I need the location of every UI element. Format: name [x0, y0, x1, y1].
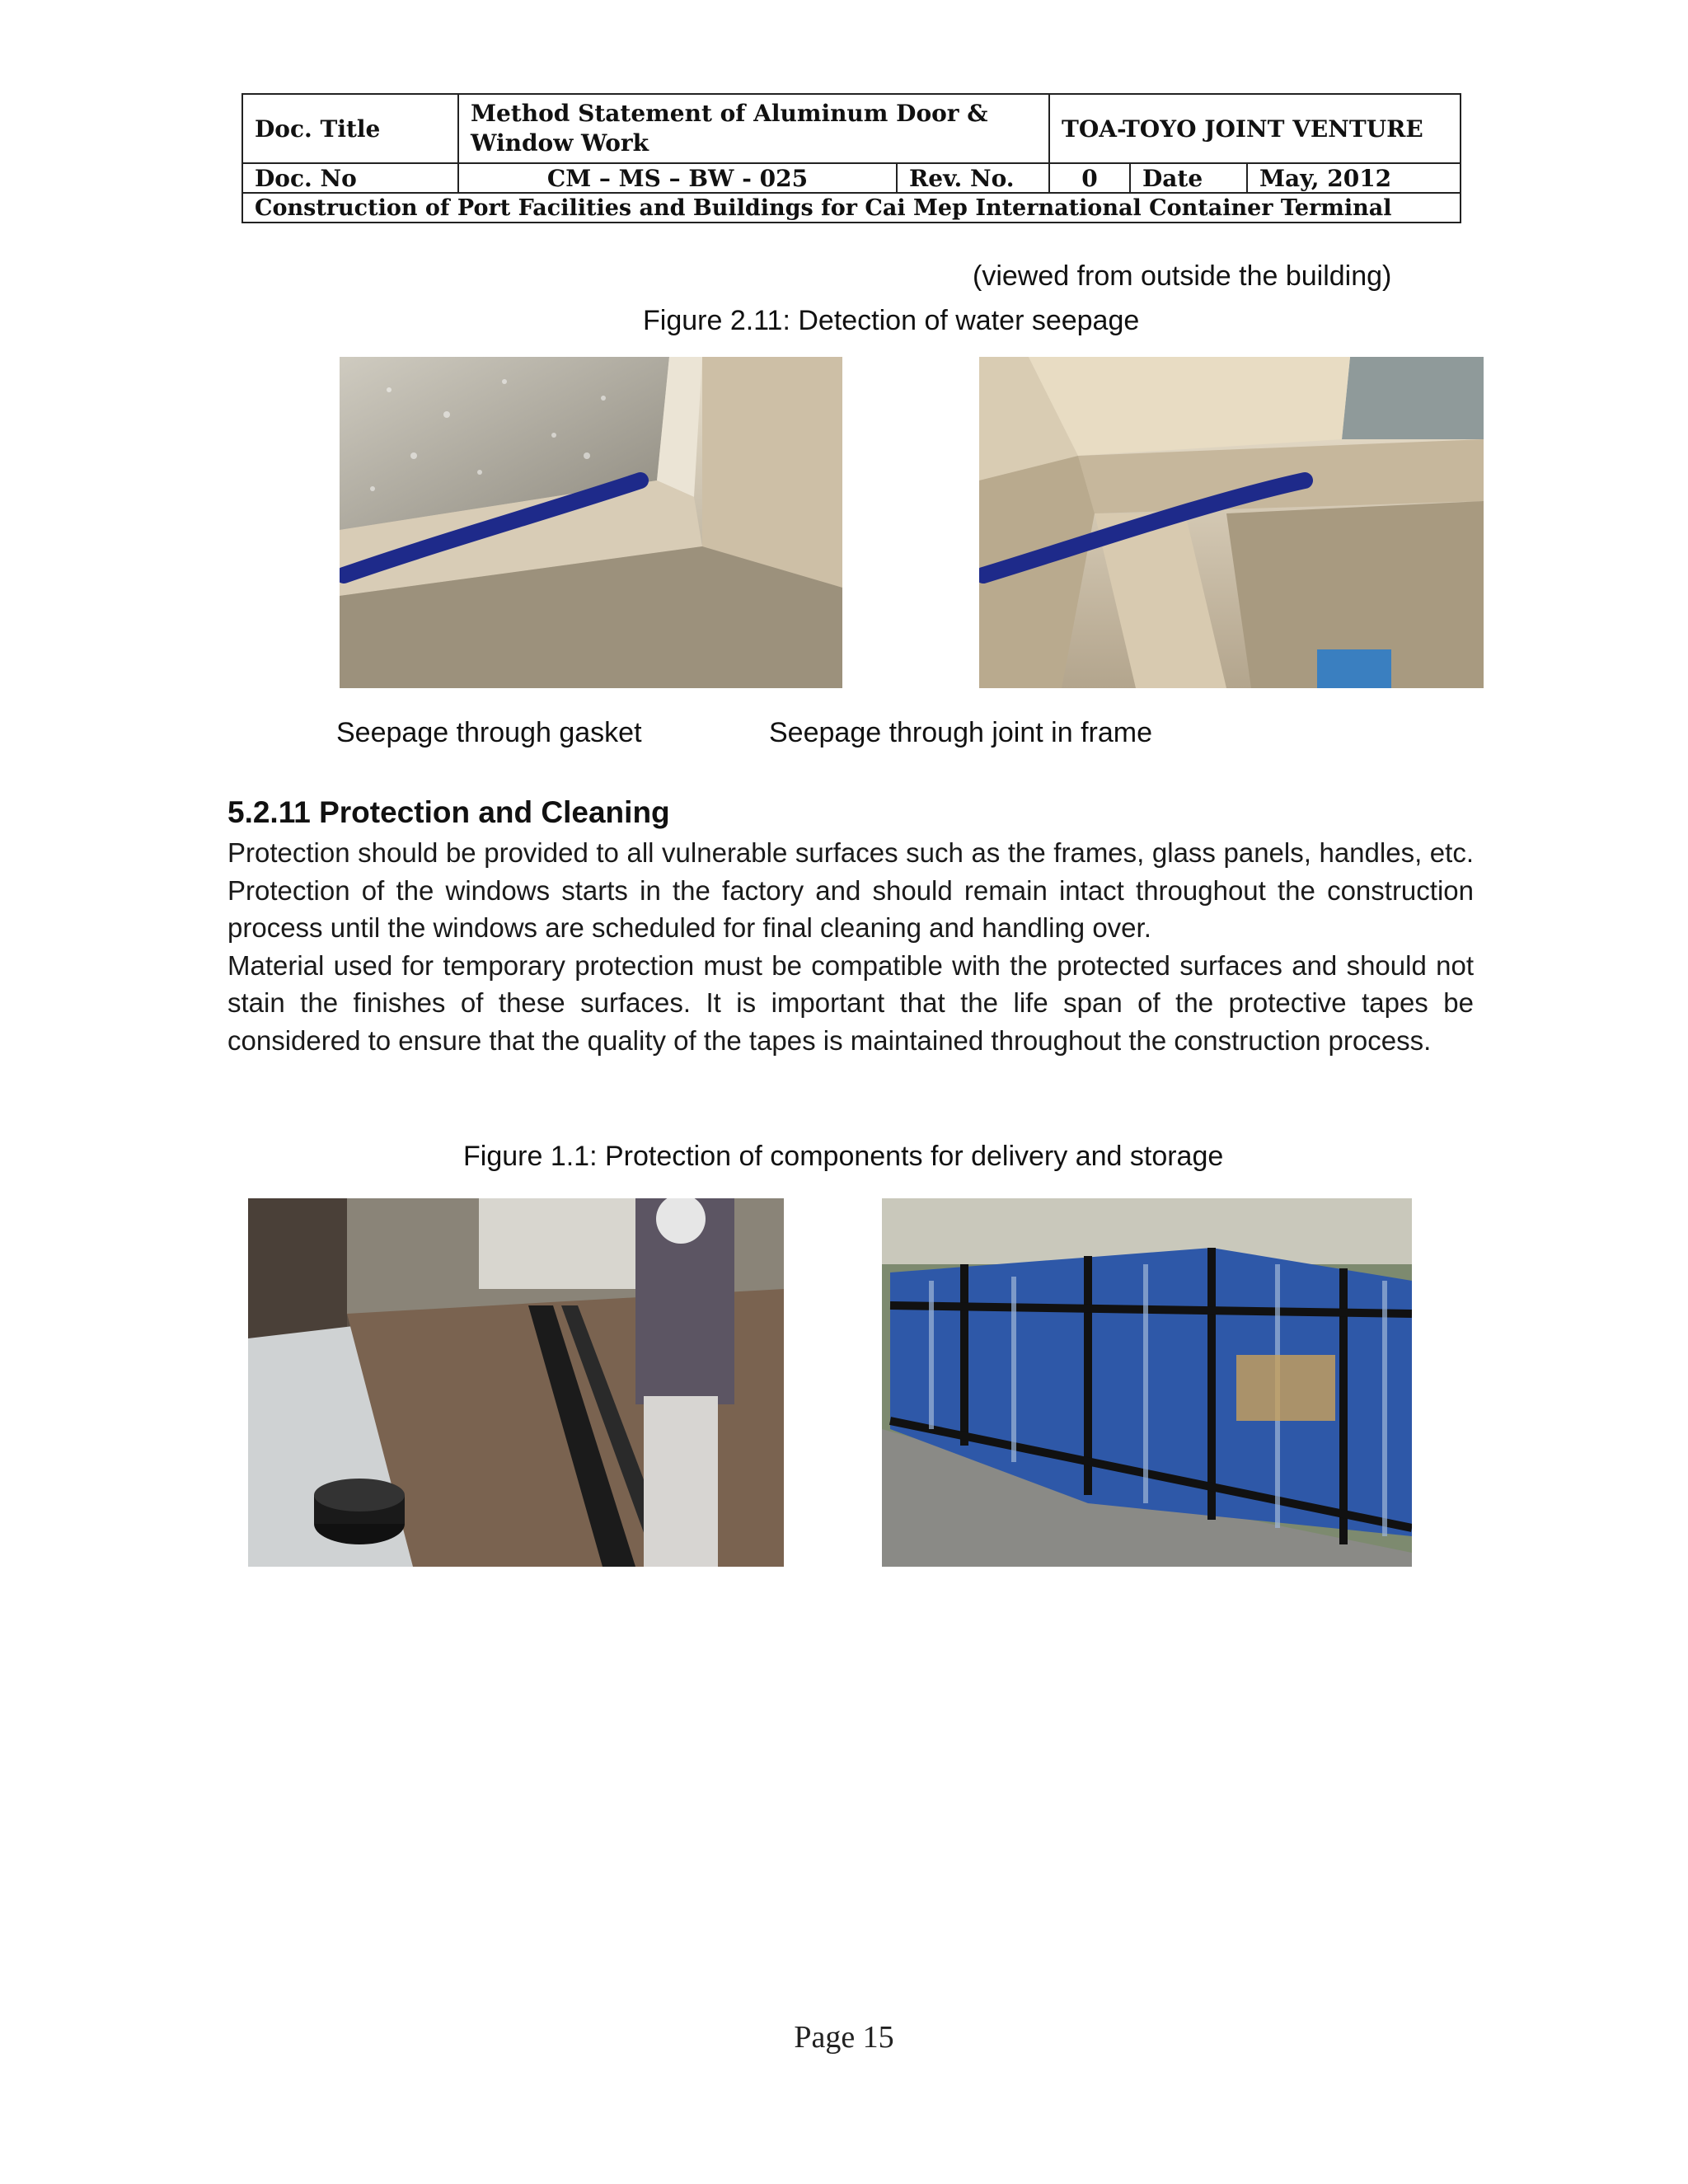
figure-1-1-caption: Figure 1.1: Protection of components for delivery and storage — [463, 1141, 1224, 1172]
section-body — [227, 834, 1474, 1059]
date-value: May, 2012 — [1247, 163, 1461, 193]
doc-title-value: Method Statement of Aluminum Door & Window Work — [458, 94, 1049, 163]
photo-seepage-gasket — [340, 357, 842, 688]
project-title: Construction of Port Facilities and Buildings for Cai Mep International Container Terminal — [242, 193, 1461, 223]
caption-seepage-gasket: Seepage through gasket — [336, 717, 642, 748]
photo-seepage-joint — [979, 357, 1484, 688]
rev-no-label: Rev. No. — [897, 163, 1049, 193]
figure-2-11-caption: Figure 2.11: Detection of water seepage — [643, 305, 1140, 336]
doc-no-label: Doc. No — [242, 163, 458, 193]
doc-title-label: Doc. Title — [242, 94, 458, 163]
rev-no-value: 0 — [1049, 163, 1130, 193]
photo-crates-delivery — [882, 1198, 1412, 1567]
doc-no-value: CM – MS – BW - 025 — [458, 163, 897, 193]
date-label: Date — [1130, 163, 1247, 193]
viewed-note: (viewed from outside the building) — [973, 260, 1392, 292]
photo-factory-protection — [248, 1198, 784, 1567]
document-header-table — [241, 93, 1461, 223]
caption-seepage-joint: Seepage through joint in frame — [769, 717, 1152, 748]
paragraph-material: Material used for temporary protection must be compatible with the protected surfaces and should not stain the finishes of these surfaces. It is important that the life span of the protective tapes be considered to ensure that the quality of the tapes is maintained throughout the construction process. — [227, 949, 1474, 1056]
section-heading: 5.2.11 Protection and Cleaning — [227, 795, 670, 829]
page-number: Page 15 — [794, 2020, 894, 2055]
company-name: TOA-TOYO JOINT VENTURE — [1049, 94, 1461, 163]
paragraph-protection: Protection should be provided to all vulnerable surfaces such as the frames, glass panels, handles, etc. Protection of the windows starts in the factory and should remain intact throughout the construction process until the windows are scheduled for final cleaning and handling over. — [227, 837, 1474, 943]
